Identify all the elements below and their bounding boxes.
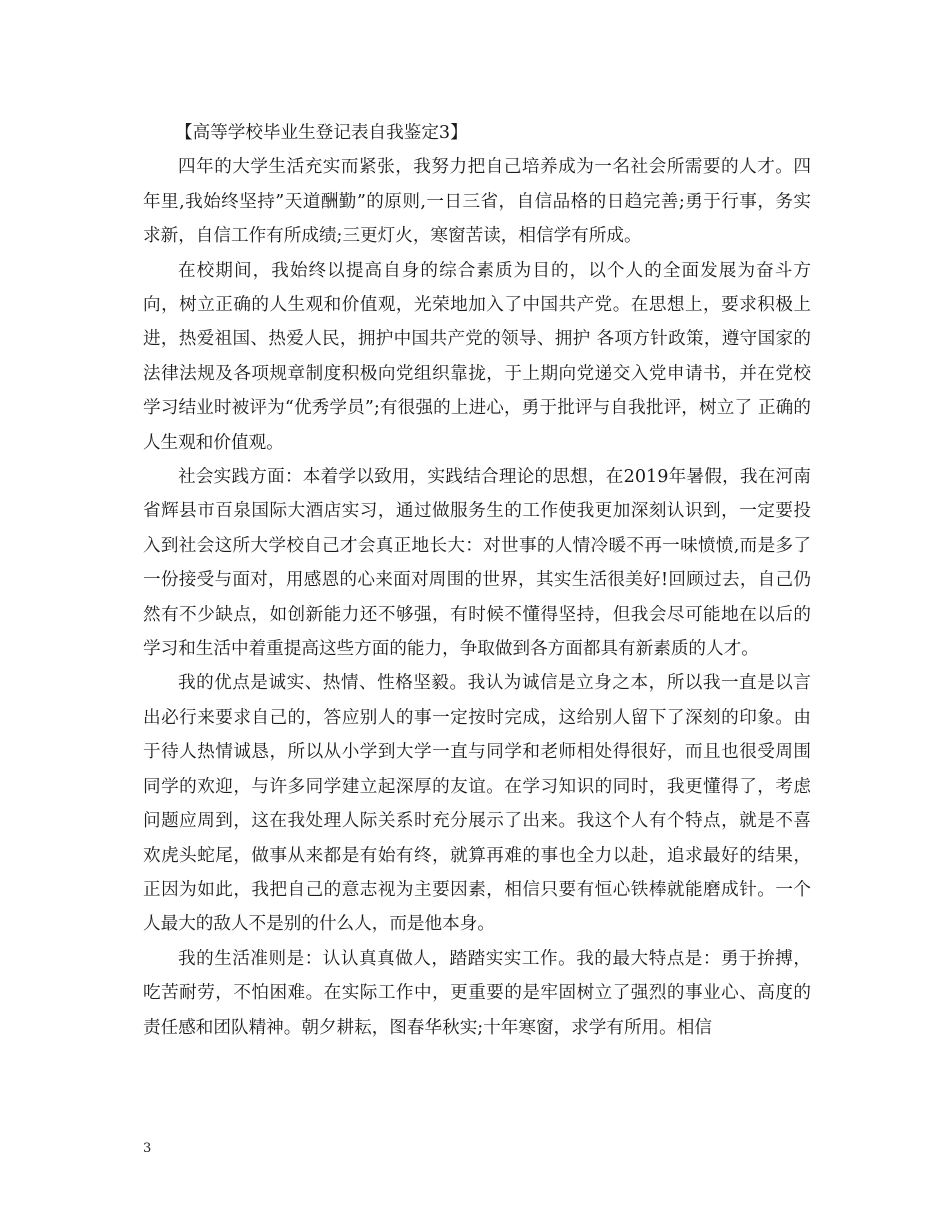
paragraph-life-principles: 我的生活准则是：认认真真做人，踏踏实实工作。我的最大特点是：勇于拚搏，吃苦耐劳，不怕困难。在实际工作中，更重要的是牢固树立了强烈的事业心、高度的责任感和团队精神。朝夕耕耘，图春华秋实;十年寒窗，求学有所用。相信	[143, 948, 811, 1038]
paragraph-strengths: 我的优点是诚实、热情、性格坚毅。我认为诚信是立身之本，所以我一直是以言出必行来要求自己的，答应别人的事一定按时完成，这给别人留下了深刻的印象。由于待人热情诚恳，所以从小学到大学一直与同学和老师相处得很好，而且也很受周围同学的欢迎，与许多同学建立起深厚的友谊。在学习知识的同时，我更懂得了，考虑问题应周到，这在我处理人际关系时充分展示了出来。我这个人有个特点，就是不喜欢虎头蛇尾，做事从来都是有始有终，就算再难的事也全力以赴，追求最好的结果，正因为如此，我把自己的意志视为主要因素，相信只要有恒心铁棒就能磨成针。一个人最大的敌人不是别的什么人，而是他本身。	[143, 673, 811, 935]
paragraph-intro: 四年的大学生活充实而紧张，我努力把自己培养成为一名社会所需要的人才。四年里,我始终坚持”天道酬勤”的原则,一日三省，自信品格的日趋完善;勇于行事，务实求新，自信工作有所成绩;三更灯火，寒窗苦读，相信学有所成。	[143, 157, 811, 247]
page-number: 3	[143, 1141, 152, 1156]
document-title: 【高等学校毕业生登记表自我鉴定3】	[175, 123, 468, 143]
document-body	[143, 116, 811, 1045]
paragraph-social-practice: 社会实践方面：本着学以致用，实践结合理论的思想，在2019年暑假，我在河南省辉县市百泉国际大酒店实习，通过做服务生的工作使我更加深刻认识到，一定要投入到社会这所大学校自己才会真正地长大：对世事的人情冷暖不再一味愤愤,而是多了一份接受与面对，用感恩的心来面对周围的世界，其实生活很美好!回顾过去，自己仍然有不少缺点，如创新能力还不够强，有时候不懂得坚持，但我会尽可能地在以后的学习和生活中着重提高这些方面的能力，争取做到各方面都具有新素质的人才。	[143, 467, 811, 660]
paragraph-campus: 在校期间，我始终以提高自身的综合素质为目的，以个人的全面发展为奋斗方向，树立正确的人生观和价值观，光荣地加入了中国共产党。在思想上，要求积极上进，热爱祖国、热爱人民，拥护中国共产党的领导、拥护 各项方针政策，遵守国家的法律法规及各项规章制度积极向党组织靠拢，于上期向党递交入党申请书，并在党校学习结业时被评为“优秀学员”;有很强的上进心，勇于批评与自我批评，树立了 正确的人生观和价值观。	[143, 260, 811, 453]
